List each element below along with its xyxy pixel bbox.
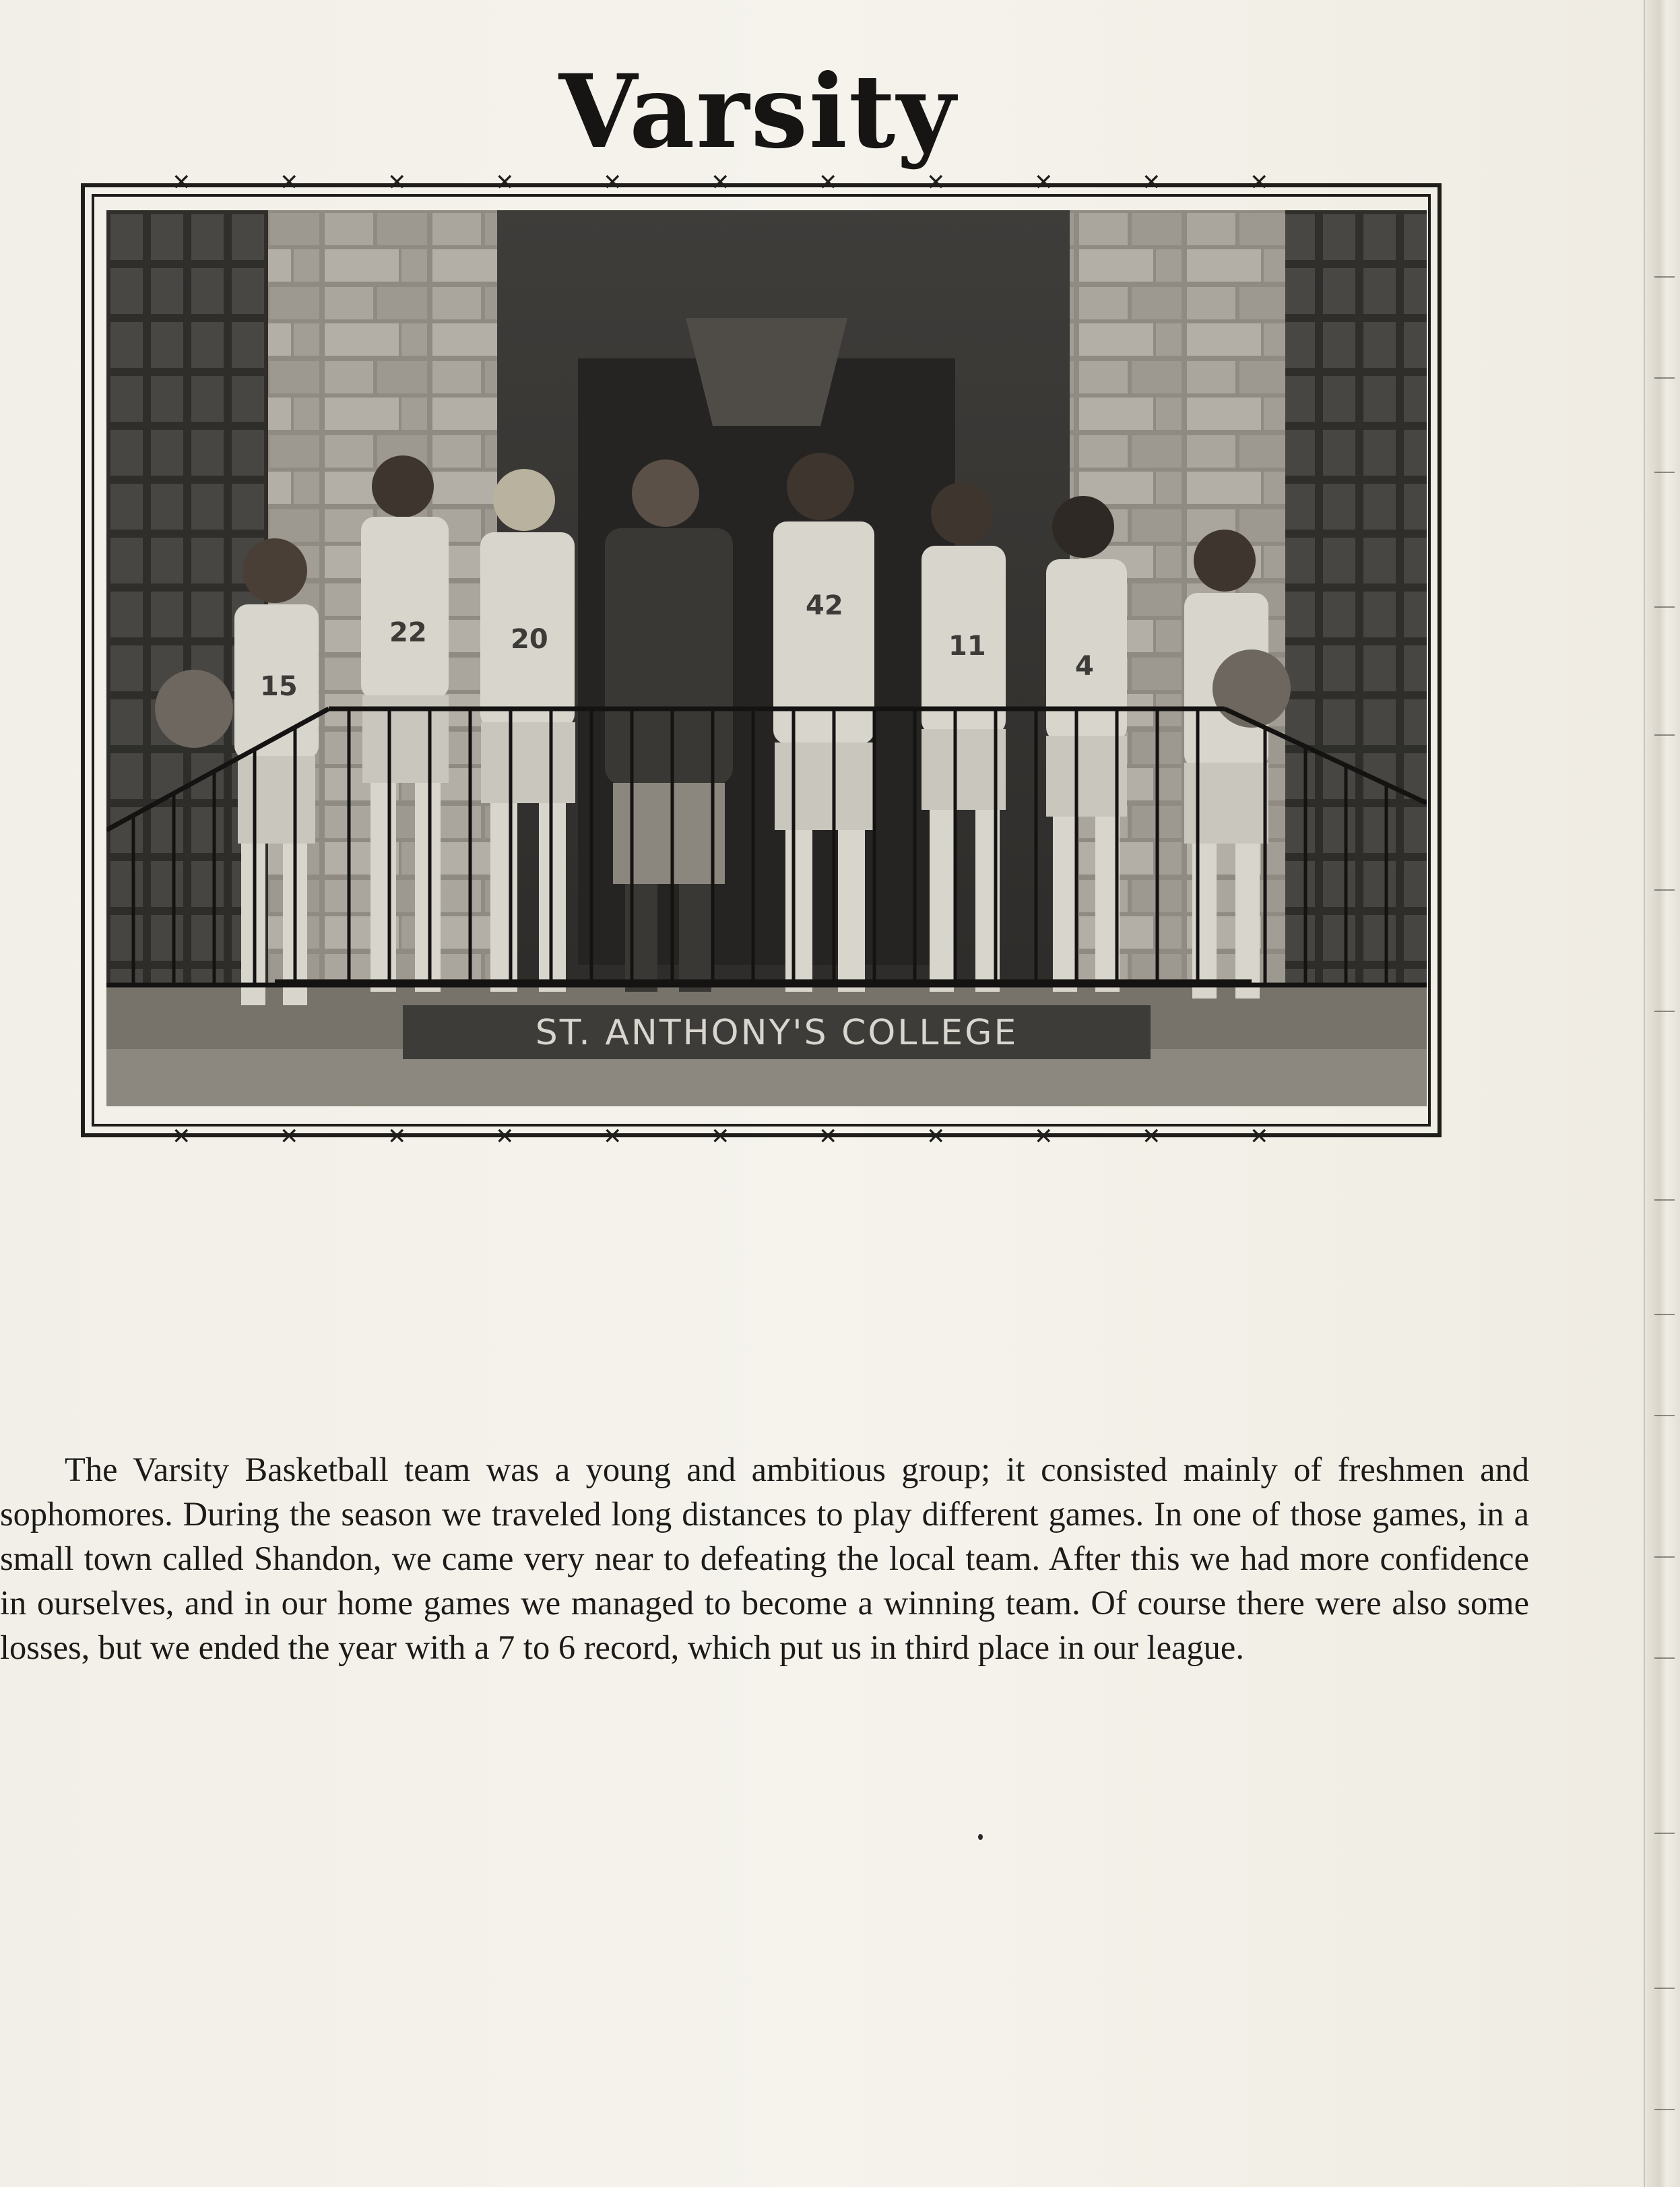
frame-ornament-icon: ✕ — [172, 1123, 191, 1150]
jersey-number: 15 — [260, 671, 298, 702]
print-speck — [978, 1834, 983, 1840]
frame-ornament-icon: ✕ — [280, 169, 299, 196]
frame-ornament-icon: ✕ — [711, 169, 730, 196]
frame-ornament-icon: ✕ — [1142, 1123, 1161, 1150]
frame-ornament-icon: ✕ — [387, 169, 407, 196]
frame-ornament-icon: ✕ — [926, 169, 946, 196]
frame-ornament-icon: ✕ — [172, 169, 191, 196]
jersey-number: 42 — [806, 590, 843, 621]
jersey-number: 4 — [1075, 651, 1094, 682]
frame-ornament-icon: ✕ — [280, 1123, 299, 1150]
binding-edge — [1644, 0, 1680, 2187]
photo-sign-text: ST. ANTHONY'S COLLEGE — [535, 1013, 1019, 1053]
page-title: Varsity — [558, 53, 957, 171]
frame-ornament-icon: ✕ — [926, 1123, 946, 1150]
article-body — [0, 1447, 1529, 1670]
frame-ornament-icon: ✕ — [818, 1123, 838, 1150]
frame-ornament-icon: ✕ — [387, 1123, 407, 1150]
frame-ornament-icon: ✕ — [1250, 169, 1269, 196]
frame-ornament-icon: ✕ — [1034, 1123, 1054, 1150]
frame-ornament-icon: ✕ — [603, 1123, 622, 1150]
frame-ornament-icon: ✕ — [711, 1123, 730, 1150]
jersey-number: 22 — [389, 617, 427, 648]
frame-ornament-icon: ✕ — [603, 169, 622, 196]
frame-ornament-icon: ✕ — [495, 169, 515, 196]
jersey-number: 20 — [511, 624, 548, 655]
team-photo — [106, 210, 1427, 1106]
jersey-number: 11 — [948, 631, 986, 662]
frame-ornament-icon: ✕ — [1142, 169, 1161, 196]
frame-ornament-icon: ✕ — [818, 169, 838, 196]
frame-ornament-icon: ✕ — [1034, 169, 1054, 196]
frame-ornament-icon: ✕ — [495, 1123, 515, 1150]
body-paragraph: The Varsity Basketball team was a young and ambitious group; it consisted mainly of freshmen and sophomores. During the season we traveled long distances to play different games. In one of those games, in a small town called Shandon, we came very near to defeating the local team. After this we had more confidence in ourselves, and in our home games we managed to become a winning team. Of course there were also some losses, but we ended the year with a 7 to 6 record, which put us in third place in our league. — [0, 1451, 1529, 1666]
frame-ornament-icon: ✕ — [1250, 1123, 1269, 1150]
